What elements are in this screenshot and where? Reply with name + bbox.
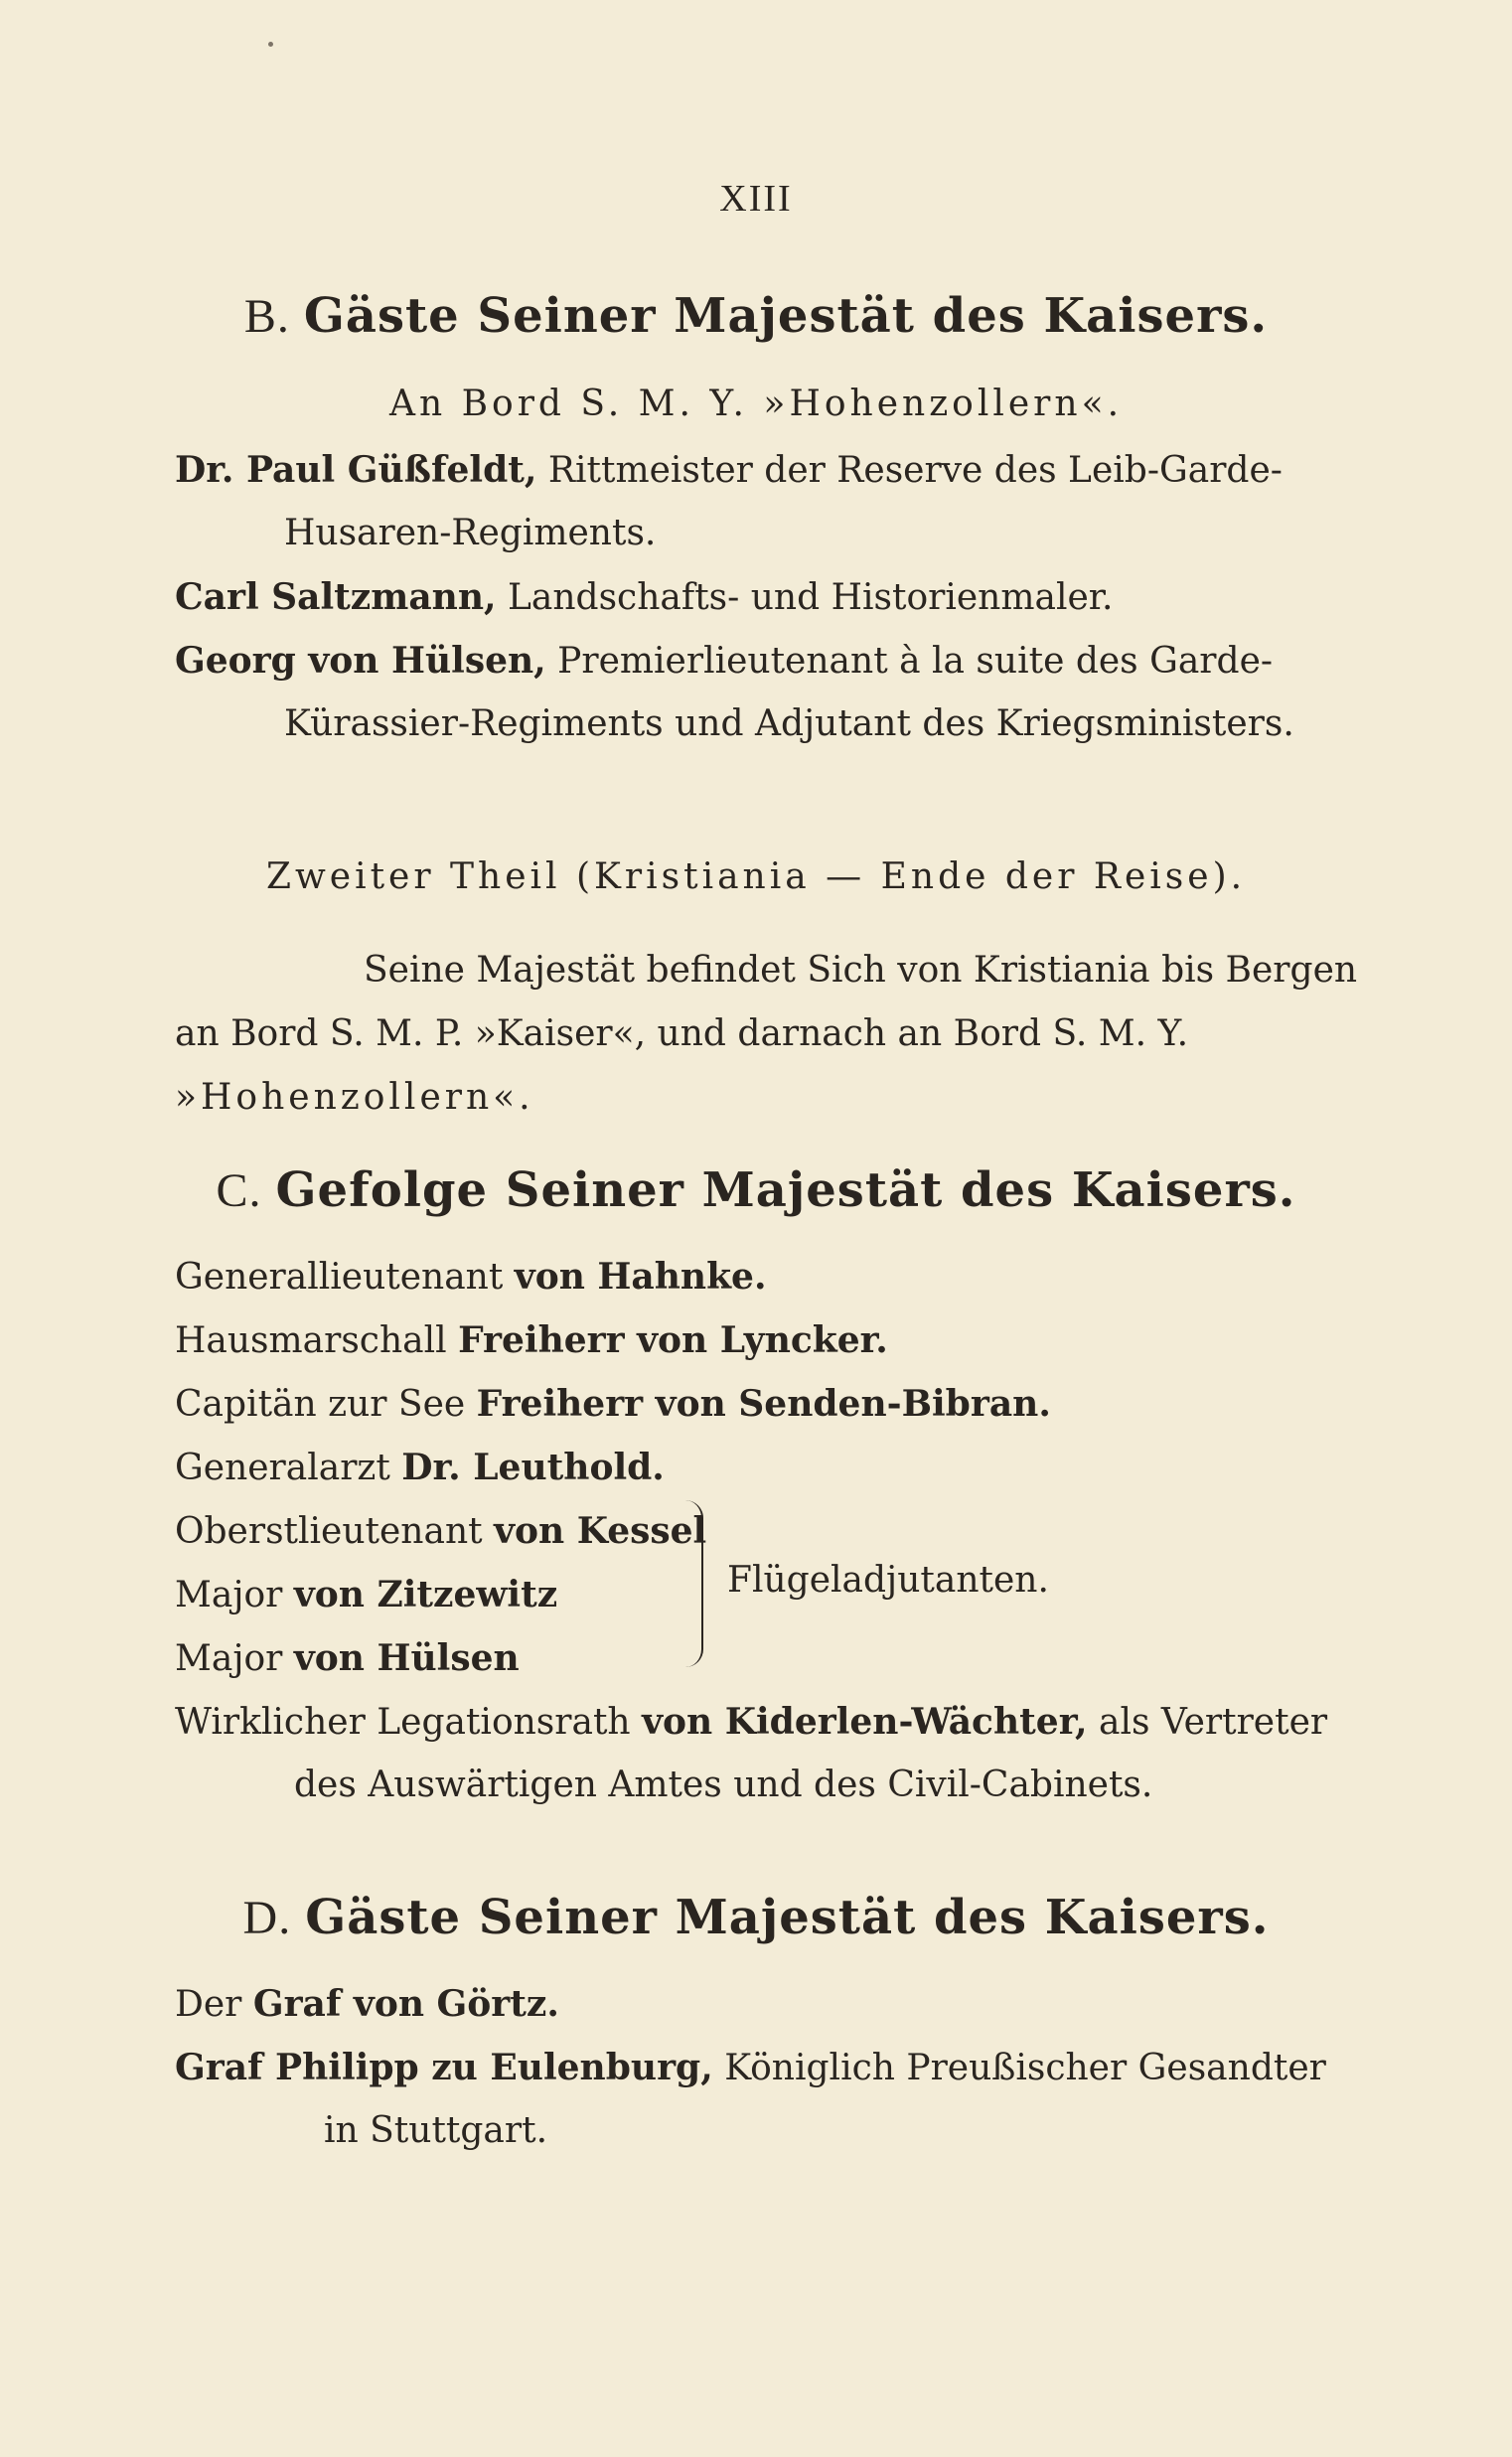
entry-huelsen-cont: Kürassier-Regiments und Adjutant des Kriegsministers. <box>284 703 1294 744</box>
entry-name: Georg von Hülsen, <box>175 640 546 682</box>
entry-kessel <box>175 1510 706 1552</box>
entry-kiderlen <box>175 1701 1327 1743</box>
part-two-paragraph-line2: an Bord S. M. P. »Kaiser«, und darnach an Bord S. M. Y. <box>175 1013 1189 1054</box>
entry-desc: Rittmeister der Reserve des Leib-Garde- <box>547 450 1283 491</box>
entry-huelsen <box>175 640 1273 682</box>
entry-name: Freiherr von Senden-Bibran. <box>476 1383 1051 1425</box>
entry-zitzewitz <box>175 1574 557 1615</box>
entry-name: Carl Saltzmann, <box>175 576 497 618</box>
entry-desc: Landschafts- und Historienmaler. <box>507 577 1114 618</box>
entry-name: Dr. Paul Güßfeldt, <box>175 449 537 491</box>
entry-rank: Generalarzt <box>175 1448 390 1488</box>
part-two-paragraph-line1: Seine Majestät befindet Sich von Kristiania bis Bergen <box>364 950 1358 991</box>
section-d-letter: D. <box>242 1892 292 1944</box>
entry-name: Graf von Görtz. <box>252 1983 559 2025</box>
entry-leuthold <box>175 1447 665 1488</box>
entry-saltzmann <box>175 576 1113 618</box>
paper-speck <box>268 42 273 47</box>
section-c-title: Gefolge Seiner Majestät des Kaisers. <box>275 1162 1296 1218</box>
section-b-subtitle: An Bord S. M. Y. »Hohenzollern«. <box>388 384 1124 424</box>
entry-name: Dr. Leuthold. <box>401 1447 665 1488</box>
entry-eulenburg <box>175 2047 1326 2088</box>
section-c-heading <box>0 1162 1512 1218</box>
entry-name: von Zitzewitz <box>293 1574 558 1615</box>
section-b-letter: B. <box>243 290 290 343</box>
section-c-letter: C. <box>216 1164 262 1217</box>
entry-name: von Hahnke. <box>514 1256 767 1298</box>
entry-desc: Premierlieutenant à la suite des Garde- <box>557 641 1274 682</box>
entry-rank: Wirklicher Legationsrath <box>175 1702 631 1743</box>
entry-guessfeldt <box>175 449 1283 491</box>
entry-rank: Oberstlieutenant <box>175 1511 483 1552</box>
brace-icon <box>685 1500 703 1667</box>
entry-desc: als Vertreter <box>1099 1702 1328 1743</box>
entry-name: von Kessel <box>494 1510 707 1552</box>
entry-huelsen-major <box>175 1637 520 1679</box>
entry-name: Freiherr von Lyncker. <box>458 1319 888 1361</box>
page-number: XIII <box>719 178 793 220</box>
entry-name: von Kiderlen-Wächter, <box>642 1701 1088 1743</box>
entry-prefix: Der <box>175 1984 242 2025</box>
entry-rank: Major <box>175 1575 283 1615</box>
section-d-heading <box>0 1890 1512 1945</box>
section-d-title: Gäste Seiner Majestät des Kaisers. <box>305 1890 1270 1945</box>
entry-name: Graf Philipp zu Eulenburg, <box>175 2047 713 2088</box>
part-two-paragraph-line3: »Hohenzollern«. <box>175 1077 534 1118</box>
entry-goertz <box>175 1983 559 2025</box>
entry-rank: Generallieutenant <box>175 1257 504 1298</box>
entry-lyncker <box>175 1319 888 1361</box>
entry-hahnke <box>175 1256 767 1298</box>
entry-rank: Capitän zur See <box>175 1384 466 1425</box>
section-b-heading <box>0 288 1512 344</box>
entry-eulenburg-cont: in Stuttgart. <box>324 2110 548 2151</box>
section-b-title: Gäste Seiner Majestät des Kaisers. <box>303 288 1269 344</box>
entry-guessfeldt-cont: Husaren-Regiments. <box>284 513 657 553</box>
brace-label: Flügeladjutanten. <box>727 1560 1049 1601</box>
entry-rank: Major <box>175 1638 283 1679</box>
entry-desc: Königlich Preußischer Gesandter <box>724 2048 1326 2088</box>
entry-senden-bibran <box>175 1383 1051 1425</box>
part-two-title: Zweiter Theil (Kristiania — Ende der Reise). <box>265 856 1247 897</box>
entry-rank: Hausmarschall <box>175 1320 447 1361</box>
entry-name: von Hülsen <box>293 1637 520 1679</box>
entry-kiderlen-cont: des Auswärtigen Amtes und des Civil-Cabinets. <box>294 1765 1153 1805</box>
